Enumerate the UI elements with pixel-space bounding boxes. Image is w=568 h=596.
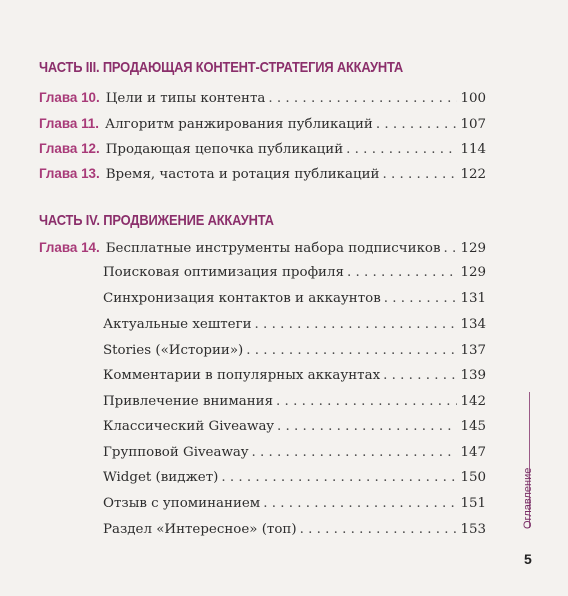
dot-leader xyxy=(444,241,458,256)
entry-page: 129 xyxy=(460,241,486,256)
dot-leader xyxy=(263,496,457,511)
entry-title: Групповой Giveaway xyxy=(103,445,249,460)
entry-title: Widget (виджет) xyxy=(103,470,219,485)
dot-leader xyxy=(246,343,457,358)
toc-entry-section[interactable] xyxy=(103,470,486,490)
entry-title: Комментарии в популярных аккаунтах xyxy=(103,368,381,383)
toc-entry-chapter-11[interactable] xyxy=(39,116,486,136)
entry-title: Цели и типы контента xyxy=(105,91,266,106)
dot-leader xyxy=(347,265,458,280)
entry-title: Актуальные хештеги xyxy=(103,317,252,332)
dot-leader xyxy=(346,142,457,157)
toc-entry-chapter-12[interactable] xyxy=(39,141,486,161)
dot-leader xyxy=(221,470,457,485)
entry-title: Отзыв с упоминанием xyxy=(103,496,261,511)
toc-entry-section[interactable] xyxy=(103,522,486,542)
entry-page: 122 xyxy=(460,167,486,182)
entry-page: 153 xyxy=(460,522,486,537)
toc-entry-chapter-14[interactable] xyxy=(39,240,486,260)
entry-page: 142 xyxy=(460,394,486,409)
toc-entry-section[interactable] xyxy=(103,419,486,439)
chapter-label: Глава 10. xyxy=(39,90,100,105)
entry-page: 131 xyxy=(460,291,486,306)
entry-page: 145 xyxy=(460,419,486,434)
entry-page: 134 xyxy=(460,317,486,332)
entry-page: 139 xyxy=(460,368,486,383)
entry-page: 129 xyxy=(460,265,486,280)
entry-page: 147 xyxy=(460,445,486,460)
dot-leader xyxy=(384,291,458,306)
dot-leader xyxy=(383,368,457,383)
page-number: 5 xyxy=(524,551,532,567)
entry-title: Бесплатные инструменты набора подписчиков xyxy=(105,241,441,256)
side-section-label: Оглавление xyxy=(522,467,534,529)
part-4-heading: ЧАСТЬ IV. ПРОДВИЖЕНИЕ АККАУНТА xyxy=(39,212,274,229)
dot-leader xyxy=(255,317,458,332)
toc-entry-section[interactable] xyxy=(103,265,486,285)
entry-title: Продающая цепочка публикаций xyxy=(105,142,344,157)
entry-page: 100 xyxy=(460,91,486,106)
entry-page: 150 xyxy=(460,470,486,485)
entry-title: Поисковая оптимизация профиля xyxy=(103,265,344,280)
dot-leader xyxy=(276,394,457,409)
dot-leader xyxy=(382,167,457,182)
entry-title: Stories («Истории») xyxy=(103,343,244,358)
dot-leader xyxy=(277,419,457,434)
entry-page: 107 xyxy=(460,117,486,132)
entry-page: 137 xyxy=(460,343,486,358)
toc-entry-section[interactable] xyxy=(103,394,486,414)
entry-title: Время, частота и ротация публикаций xyxy=(105,167,380,182)
toc-entry-section[interactable] xyxy=(103,343,486,363)
entry-title: Привлечение внимания xyxy=(103,394,274,409)
entry-title: Алгоритм ранжирования публикаций xyxy=(104,117,373,132)
part-3-heading: ЧАСТЬ III. ПРОДАЮЩАЯ КОНТЕНТ-СТРАТЕГИЯ АККАУНТА xyxy=(39,59,404,76)
toc-entry-section[interactable] xyxy=(103,291,486,311)
dot-leader xyxy=(376,117,458,132)
toc-entry-section[interactable] xyxy=(103,317,486,337)
toc-entry-section[interactable] xyxy=(103,496,486,516)
chapter-label: Глава 14. xyxy=(39,240,100,255)
entry-page: 151 xyxy=(460,496,486,511)
chapter-label: Глава 11. xyxy=(39,116,99,131)
chapter-label: Глава 13. xyxy=(39,166,100,181)
dot-leader xyxy=(251,445,457,460)
toc-entry-chapter-10[interactable] xyxy=(39,90,486,110)
toc-entry-chapter-13[interactable] xyxy=(39,166,486,186)
dot-leader xyxy=(300,522,458,537)
entry-page: 114 xyxy=(460,142,486,157)
toc-entry-section[interactable] xyxy=(103,445,486,465)
dot-leader xyxy=(268,91,457,106)
entry-title: Синхронизация контактов и аккаунтов xyxy=(103,291,381,306)
toc-entry-section[interactable] xyxy=(103,368,486,388)
chapter-label: Глава 12. xyxy=(39,141,100,156)
entry-title: Классический Giveaway xyxy=(103,419,274,434)
entry-title: Раздел «Интересное» (топ) xyxy=(103,522,297,537)
